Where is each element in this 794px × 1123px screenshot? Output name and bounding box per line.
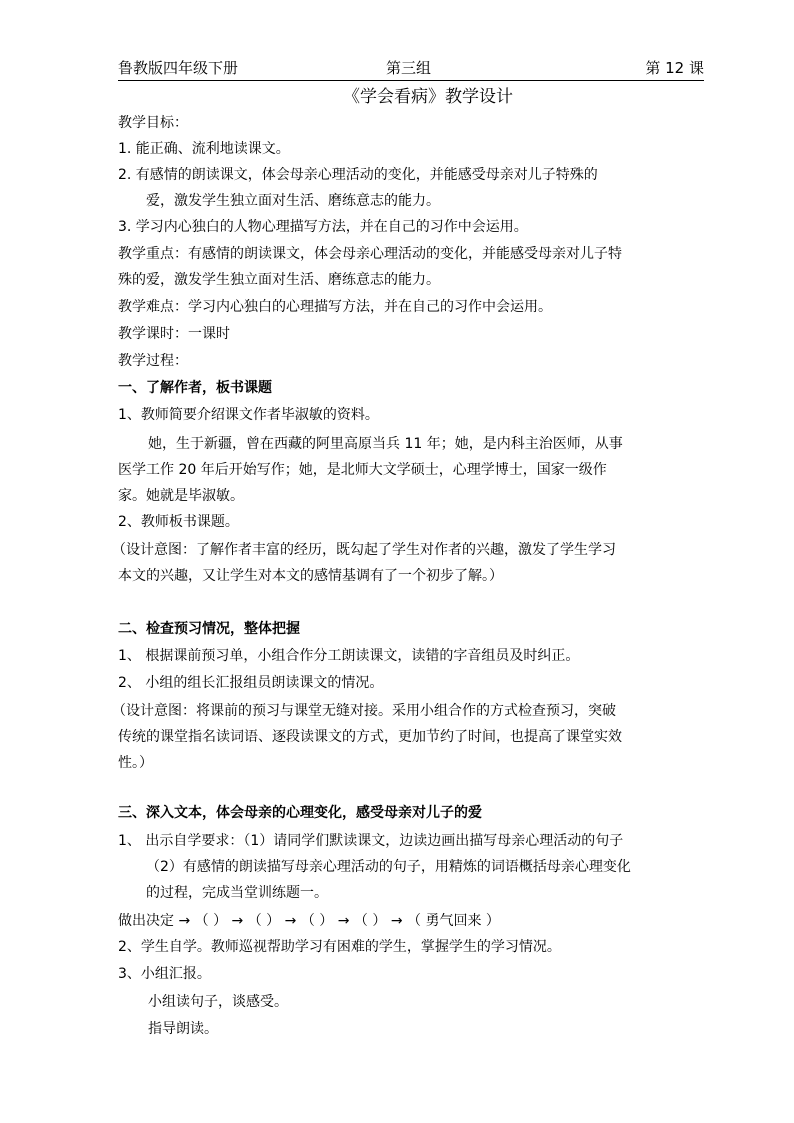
section-3-step-1-cont-1: （2）有感情的朗读描写母亲心理活动的句子，用精炼的词语概括母亲心理变化 [146, 859, 631, 875]
flow-arrow-icon: → [390, 913, 403, 929]
section-1-intent-line-2: 本文的兴趣，又让学生对本文的感情基调有了一个初步了解。） [118, 568, 503, 584]
objective-item-1: 1. 能正确、流利地读课文。 [118, 141, 290, 157]
class-hours-line: 教学课时：一课时 [118, 326, 230, 342]
section-2-heading: 二、检查预习情况，整体把握 [118, 621, 300, 637]
flow-blank-4: （ ） [353, 913, 387, 929]
flow-arrow-icon: → [178, 913, 191, 929]
header-lesson: 第 12 课 [645, 59, 704, 77]
section-2-step-2: 2、 小组的组长汇报组员朗读课文的情况。 [118, 675, 384, 691]
section-1-intent-line-1: （设计意图：了解作者丰富的经历，既勾起了学生对作者的兴趣，激发了学生学习 [112, 542, 616, 558]
difficulty-line: 教学难点：学习内心独白的心理描写方法，并在自己的习作中会运用。 [118, 299, 552, 315]
header-textbook: 鲁教版四年级下册 [118, 59, 239, 77]
process-heading: 教学过程： [118, 353, 188, 369]
section-3-sub-2: 指导朗读。 [148, 1021, 218, 1037]
section-3-step-1: 1、 出示自学要求：（1）请同学们默读课文，边读边画出描写母亲心理活动的句子 [118, 833, 624, 849]
key-points-line-1: 教学重点：有感情的朗读课文，体会母亲心理活动的变化，并能感受母亲对儿子特 [118, 246, 622, 262]
flow-end: （ 勇气回来 ） [407, 913, 500, 929]
objective-item-3: 3. 学习内心独白的人物心理描写方法，并在自己的习作中会运用。 [118, 219, 528, 235]
section-3-step-1-cont-2: 的过程，完成当堂训练题一。 [146, 885, 328, 901]
section-2-intent-line-1: （设计意图：将课前的预习与课堂无缝对接。采用小组合作的方式检查预习，突破 [112, 703, 616, 719]
section-2-intent-line-2: 传统的课堂指名读词语、逐段读课文的方式，更加节约了时间，也提高了课堂实效 [118, 729, 622, 745]
section-1-heading: 一、了解作者，板书课题 [118, 380, 272, 396]
section-3-sub-1: 小组读句子，谈感受。 [148, 994, 288, 1010]
flow-start: 做出决定 [118, 913, 174, 929]
section-3-step-3: 3、小组汇报。 [118, 966, 211, 982]
flow-arrow-icon: → [284, 913, 297, 929]
objective-item-2: 2. 有感情的朗读课文，体会母亲心理活动的变化，并能感受母亲对儿子特殊的 [118, 167, 598, 183]
flow-arrow-icon: → [337, 913, 350, 929]
section-1-step-2: 2、教师板书课题。 [118, 514, 239, 530]
section-3-heading: 三、深入文本，体会母亲的心理变化，感受母亲对儿子的爱 [118, 805, 482, 821]
section-2-step-1: 1、 根据课前预习单，小组合作分工朗读课文，读错的字音组员及时纠正。 [118, 648, 580, 664]
section-3-step-2: 2、学生自学。教师巡视帮助学习有困难的学生，掌握学生的学习情况。 [118, 939, 561, 955]
author-intro-line-3: 家。她就是毕淑敏。 [118, 488, 244, 504]
author-intro-line-1: 她，生于新疆，曾在西藏的阿里高原当兵 11 年；她，是内科主治医师，从事 [148, 436, 623, 452]
section-2-intent-line-3: 性。） [118, 755, 153, 771]
flow-blank-2: （ ） [247, 913, 281, 929]
flow-arrow-icon: → [231, 913, 244, 929]
document-title: 《学会看病》教学设计 [343, 87, 513, 107]
page-header [118, 58, 704, 81]
key-points-line-2: 殊的爱，激发学生独立面对生活、磨练意志的能力。 [118, 272, 440, 288]
mood-change-flow [118, 911, 500, 931]
author-intro-line-2: 医学工作 20 年后开始写作；她，是北师大文学硕士，心理学博士，国家一级作 [118, 462, 607, 478]
objective-item-2-cont: 爱，激发学生独立面对生活、磨练意志的能力。 [146, 193, 440, 209]
objectives-heading: 教学目标： [118, 115, 188, 131]
flow-blank-1: （ ） [194, 913, 228, 929]
flow-blank-3: （ ） [300, 913, 334, 929]
section-1-step-1: 1、教师简要介绍课文作者毕淑敏的资料。 [118, 407, 379, 423]
header-unit: 第三组 [386, 59, 432, 77]
